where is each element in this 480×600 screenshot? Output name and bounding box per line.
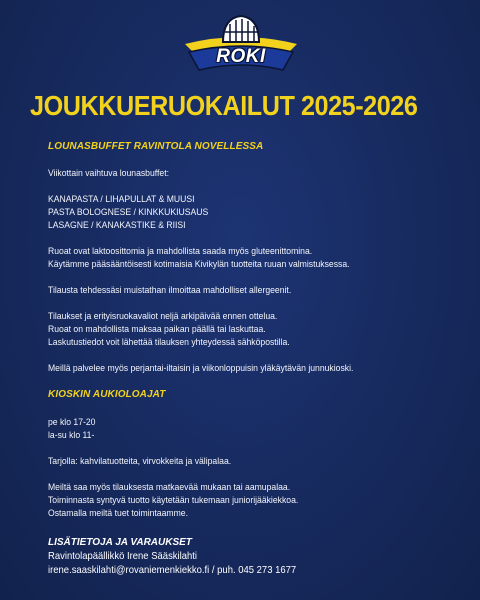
kiosk-hours: la-su klo 11- (48, 429, 95, 440)
contact-person: Ravintolapäällikkö Irene Sääskilahti (48, 551, 198, 562)
page-title: JOUKKUERUOKAILUT 2025-2026 (30, 90, 418, 121)
kiosk-heading: KIOSKIN AUKIOLOAJAT (48, 389, 166, 400)
kiosk-info: Toiminnasta syntyvä tuotto käytetään tukemaan juniorijääkiekkoa. (48, 494, 299, 505)
menu-item: KANAPASTA / LIHAPULLAT & MUUSI (48, 193, 195, 204)
menu-item: LASAGNE / KANAKASTIKE & RIISI (48, 219, 186, 230)
info-line: Laskutustiedot voit lähettää tilauksen yhteydessä sähköpostilla. (48, 336, 290, 347)
contact-details: irene.saaskilahti@rovaniemenkiekko.fi / puh. 045 273 1677 (48, 565, 297, 576)
lunch-intro: Viikottain vaihtuva lounasbuffet: (48, 167, 169, 178)
kiosk-info: Ostamalla meiltä tuet toimintaamme. (48, 507, 188, 518)
info-line: Käytämme pääsääntöisesti kotimaisia Kivikylän tuotteita ruuan valmistuksessa. (48, 258, 350, 269)
contact-heading: LISÄTIETOJA JA VARAUKSET (48, 537, 192, 548)
allergen-note: Tilausta tehdessäsi muistathan ilmoittaa mahdolliset allergeenit. (48, 284, 292, 295)
lunch-heading: LOUNASBUFFET RAVINTOLA NOVELLESSA (48, 141, 264, 152)
kiosk-info: Meiltä saa myös tilauksesta matkaevää mukaan tai aamupalaa. (48, 481, 291, 492)
info-line: Ruoat on mahdollista maksaa paikan päällä tai laskuttaa. (48, 323, 266, 334)
roki-logo (183, 8, 299, 76)
menu-item: PASTA BOLOGNESE / KINKKUKIUSAUS (48, 206, 209, 217)
info-line: Ruoat ovat laktoosittomia ja mahdollista saada myös gluteenittomina. (48, 245, 313, 256)
kiosk-note: Meillä palvelee myös perjantai-iltaisin ja viikonloppuisin yläkäytävän junnukioski. (48, 362, 354, 373)
kiosk-hours: pe klo 17-20 (48, 416, 96, 427)
info-line: Tilaukset ja erityisruokavaliot neljä arkipäivää ennen ottelua. (48, 310, 278, 321)
kiosk-offer: Tarjolla: kahvilatuotteita, virvokkeita ja välipalaa. (48, 455, 232, 466)
logo-text: ROKI (216, 46, 266, 67)
